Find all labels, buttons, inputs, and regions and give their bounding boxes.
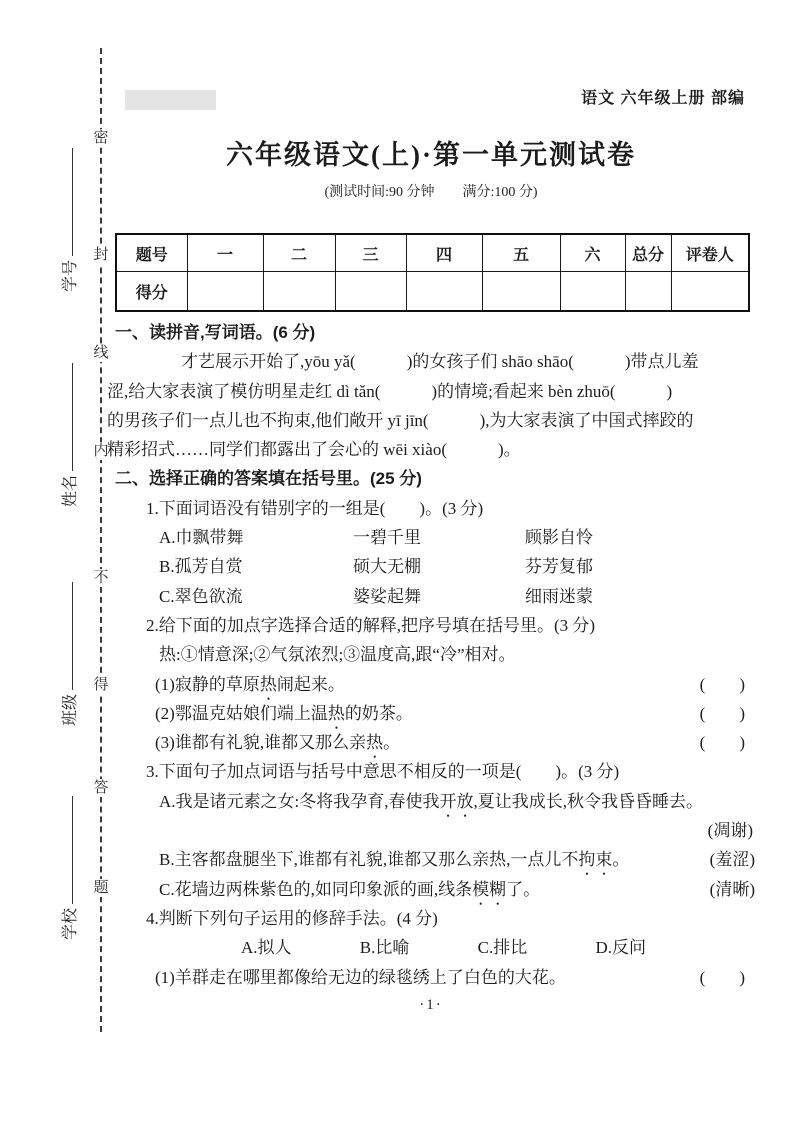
scan-artifact xyxy=(125,90,216,110)
answer-word: (清晰) xyxy=(709,879,755,899)
student-name-blank-line xyxy=(71,363,73,471)
choice: B.比喻 xyxy=(359,938,410,958)
emphasized-char: 热 xyxy=(366,733,384,753)
text-segment: (1)寂静的草原 xyxy=(155,674,260,694)
answer-blank: ( ) xyxy=(699,967,745,987)
section-one-heading: 一、读拼音,写词语。(6 分) xyxy=(115,323,316,342)
item-text xyxy=(105,699,413,728)
word-group: C.翠色欲流 xyxy=(159,586,243,606)
class-blank-line xyxy=(71,582,73,690)
text-segment: C.花墙边两株紫色的,如同印象派的画,线条 xyxy=(159,879,473,899)
word-group: 一碧千里 xyxy=(353,528,421,548)
school-field xyxy=(57,773,79,963)
choice: D.反问 xyxy=(595,938,646,958)
question-4-stem: 4.判断下列句子运用的修辞手法。(4 分) xyxy=(146,908,438,928)
test-time-and-score: (测试时间:90 分钟 满分:100 分) xyxy=(324,185,538,200)
score-table-header-cell: 三 xyxy=(335,234,406,272)
word-group: 顾影自怜 xyxy=(525,528,593,548)
item-text: (1)羊群走在哪里都像给无边的绿毯绣上了白色的大花。 xyxy=(155,967,566,987)
emphasized-char: 模糊 xyxy=(472,879,507,899)
score-table-header-cell: 题号 xyxy=(116,234,187,272)
word-group: 芬芳复郁 xyxy=(525,557,593,577)
question-2-item xyxy=(105,670,757,699)
student-id-blank-line xyxy=(71,148,73,256)
score-table xyxy=(115,233,750,312)
score-cell-empty xyxy=(335,272,406,312)
word-group: B.孤芳自赏 xyxy=(159,557,243,577)
score-table-header-cell: 评卷人 xyxy=(671,234,749,272)
score-table-score-row xyxy=(116,272,749,312)
book-edition-label: 语文 六年级上册 部编 xyxy=(581,90,745,107)
score-table-header-cell: 六 xyxy=(560,234,625,272)
choice: C.排比 xyxy=(477,938,528,958)
section-two-heading: 二、选择正确的答案填在括号里。(25 分) xyxy=(115,469,422,489)
item-text xyxy=(105,670,345,699)
text-segment: 的奶茶。 xyxy=(344,703,413,723)
question-3-option-c xyxy=(105,875,757,904)
page-title: 六年级语文(上)·第一单元测试卷 xyxy=(226,140,636,170)
question-4-item xyxy=(105,963,757,992)
question-1-option-row xyxy=(105,523,757,552)
seal-char: 得 xyxy=(91,676,111,694)
question-3-option-a-answer xyxy=(105,816,757,845)
seal-char: 密 xyxy=(91,129,111,147)
answer-blank: ( ) xyxy=(699,674,745,694)
emphasized-char: 拘束 xyxy=(578,850,613,870)
page-number: ·1· xyxy=(419,997,443,1013)
text-segment: 。 xyxy=(612,850,630,870)
text-segment: (2)鄂温克姑娘们端上温 xyxy=(155,703,328,723)
word-group: 婆娑起舞 xyxy=(353,586,421,606)
question-2-definitions: 热:①情意深;②气氛浓烈;③温度高,跟“冷”相对。 xyxy=(159,645,516,665)
question-1-option-row xyxy=(105,552,757,581)
score-row-label: 得分 xyxy=(116,272,187,312)
question-3-stem: 3.下面句子加点词语与括号中意思不相反的一项是( )。(3 分) xyxy=(146,762,620,782)
answer-blank: ( ) xyxy=(699,703,745,723)
score-cell-empty xyxy=(625,272,671,312)
text-segment: 。 xyxy=(383,733,401,753)
question-3-option-b xyxy=(105,845,757,874)
question-1-option-row xyxy=(105,582,757,611)
seal-char: 题 xyxy=(91,879,111,897)
pinyin-paragraph-line: 的男孩子们一点儿也不拘束,他们敞开 yī jīn( ),为大家表演了中国式摔跤的 xyxy=(107,410,694,430)
seal-char: 不 xyxy=(91,569,111,587)
word-group: 细雨迷蒙 xyxy=(525,586,593,606)
word-group: A.巾飘带舞 xyxy=(159,528,244,548)
pinyin-paragraph-line: 涩,给大家表演了模仿明星走红 dì tǎn( )的情境;看起来 bèn zhuō( ) xyxy=(107,381,673,401)
answer-word: (羞涩) xyxy=(709,850,755,870)
text-segment: ,夏让我成长,秋令我昏昏睡去。 xyxy=(473,791,703,811)
student-id-field xyxy=(57,125,79,315)
text-segment: B.主客都盘腿坐下,谁都有礼貌,谁都又那么亲热,一点儿不 xyxy=(159,850,579,870)
seal-char: 线 xyxy=(91,344,111,362)
score-table-header-cell: 五 xyxy=(482,234,560,272)
score-table-header-row xyxy=(116,234,749,272)
student-id-label: 学号 xyxy=(61,260,79,293)
text-segment: A.我是诸元素之女:冬将我孕育,春使我 xyxy=(159,791,440,811)
option-text xyxy=(105,845,629,874)
score-cell-empty xyxy=(560,272,625,312)
answer-blank: ( ) xyxy=(699,733,745,753)
score-table-header-cell: 总分 xyxy=(625,234,671,272)
text-segment: 了。 xyxy=(506,879,541,899)
text-segment: (3)谁都有礼貌,谁都又那么亲 xyxy=(155,733,367,753)
seal-char: 封 xyxy=(91,246,111,264)
emphasized-char: 热 xyxy=(327,703,345,723)
student-name-label: 姓名 xyxy=(61,475,79,508)
word-group: 硕大无棚 xyxy=(353,557,421,577)
score-cell-empty xyxy=(187,272,263,312)
option-text xyxy=(105,875,540,904)
pinyin-paragraph-line: 才艺展示开始了,yōu yǎ( )的女孩子们 shāo shāo( )带点儿羞 xyxy=(181,352,699,372)
answer-word: (凋谢) xyxy=(707,821,753,841)
question-2-stem: 2.给下面的加点字选择合适的解释,把序号填在括号里。(3 分) xyxy=(146,615,596,635)
score-table-header-cell: 一 xyxy=(187,234,263,272)
seal-char: 答 xyxy=(91,779,111,797)
school-label: 学校 xyxy=(61,908,79,941)
question-2-item xyxy=(105,728,757,757)
question-2-item xyxy=(105,699,757,728)
question-3-option-a xyxy=(105,787,757,816)
question-1-stem: 1.下面词语没有错别字的一组是( )。(3 分) xyxy=(146,498,484,518)
emphasized-char: 热 xyxy=(259,674,277,694)
seal-char: 内 xyxy=(91,442,111,460)
score-cell-empty xyxy=(482,272,560,312)
student-name-field xyxy=(57,340,79,530)
pinyin-paragraph-line: 精彩招式……同学们都露出了会心的 wēi xiào( )。 xyxy=(107,440,521,460)
question-4-choices xyxy=(105,933,757,962)
choice: A.拟人 xyxy=(241,938,292,958)
score-cell-empty xyxy=(406,272,482,312)
score-cell-empty xyxy=(671,272,749,312)
text-segment: 闹起来。 xyxy=(276,674,345,694)
emphasized-char: 开放 xyxy=(439,791,474,811)
exam-body xyxy=(105,318,757,992)
score-table-header-cell: 二 xyxy=(263,234,335,272)
score-table-header-cell: 四 xyxy=(406,234,482,272)
score-cell-empty xyxy=(263,272,335,312)
class-field xyxy=(57,559,79,749)
item-text xyxy=(105,728,400,757)
class-label: 班级 xyxy=(61,694,79,727)
option-text xyxy=(159,792,703,811)
school-blank-line xyxy=(71,796,73,904)
